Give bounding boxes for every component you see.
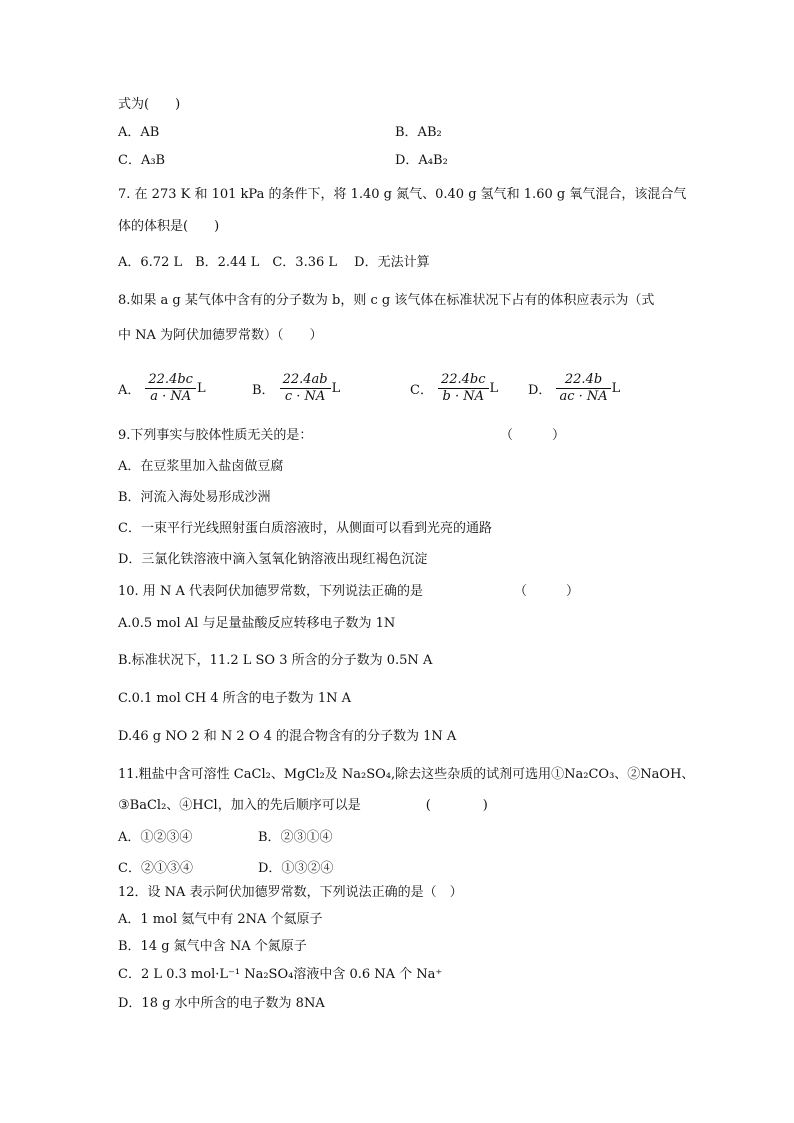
q8-stem-line1: 8.如果 a g 某气体中含有的分子数为 b，则 c g 该气体在标准状况下占有的体积应表示为（式 [118,293,655,308]
q7-options: A．6.72 L B．2.44 L C．3.36 L D．无法计算 [118,255,430,270]
q8-option-a-denominator: a · NA [150,388,192,404]
q6-option-a: A．AB [118,125,160,140]
q8-option-c-unit: L [489,380,499,396]
q12-option-a: A．1 mol 氦气中有 2NA 个氦原子 [118,912,323,927]
q8-option-d-unit: L [611,380,621,396]
q10-option-d: D.46 g NO 2 和 N 2 O 4 的混合物含有的分子数为 1N A [118,729,457,744]
q8-option-d-denominator: ac · NA [559,388,608,404]
q11-option-a: A．①②③④ [118,830,193,845]
q8-option-c [410,366,498,410]
q8-option-d-label: D． [528,382,552,398]
q11-stem-line1: 11.粗盐中含可溶性 CaCl₂、MgCl₂及 Na₂SO₄,除去这些杂质的试剂可选用①Na₂CO₃、②NaOH、 [118,767,695,782]
q11-option-c: C．②①③④ [118,861,193,876]
q6-stem-end: 式为( ) [118,97,181,112]
q10-option-c: C.0.1 mol CH 4 所含的电子数为 1N A [118,691,351,706]
q9-option-a: A．在豆浆里加入盐卤做豆腐 [118,459,284,474]
q10-option-b: B.标准状况下，11.2 L SO 3 所含的分子数为 0.5N A [118,653,433,668]
q8-option-a-unit: L [196,380,206,396]
q12-option-b: B．14 g 氮气中含 NA 个氮原子 [118,939,307,954]
q8-option-c-fraction [438,372,489,405]
q7-stem-line1: 7. 在 273 K 和 101 kPa 的条件下，将 1.40 g 氮气、0.40 g 氢气和 1.60 g 氧气混合，该混合气 [118,187,687,202]
q9-option-c: C．一束平行光线照射蛋白质溶液时，从侧面可以看到光亮的通路 [118,521,492,536]
q6-option-d: D．A₄B₂ [395,153,448,168]
q11-option-d: D．①③②④ [258,861,334,876]
q8-option-b-fraction [280,372,331,405]
q12-option-c: C．2 L 0.3 mol·L⁻¹ Na₂SO₄溶液中含 0.6 NA 个 Na⁺ [118,967,443,982]
q8-option-b-unit: L [331,380,341,396]
q8-option-a [118,366,206,410]
q12-option-d: D．18 g 水中所含的电子数为 8NA [118,996,325,1011]
q12-stem: 12．设 NA 表示阿伏加德罗常数，下列说法正确的是（ ） [118,885,463,900]
q7-stem-line2: 体的体积是( ) [118,219,220,234]
q8-option-a-fraction [145,372,196,405]
q11-option-b: B．②③①④ [258,830,333,845]
q8-option-b-denominator: c · NA [284,388,326,404]
q8-option-c-label: C． [410,382,433,398]
q8-option-c-numerator: 22.4bc [438,372,489,389]
q9-option-b: B．河流入海处易形成沙洲 [118,490,271,505]
q8-option-c-denominator: b · NA [442,388,484,404]
q8-option-d [528,366,620,410]
q8-option-b-label: B． [252,382,275,398]
q10-stem: 10. 用 N A 代表阿伏加德罗常数，下列说法正确的是 [118,584,423,599]
q8-option-b-numerator: 22.4ab [280,372,331,389]
q9-option-d: D．三氯化铁溶液中滴入氢氧化钠溶液出现红褐色沉淀 [118,552,428,567]
q10-option-a: A.0.5 mol Al 与足量盐酸反应转移电子数为 1N [118,616,396,631]
q9-answer-paren: （ ） [500,428,566,443]
q8-option-d-numerator: 22.4b [556,372,610,389]
q8-option-d-fraction [556,372,610,405]
q8-option-b [252,366,340,410]
q6-option-c: C．A₃B [118,153,166,168]
q6-option-b: B．AB₂ [395,125,442,140]
q11-stem-line2: ③BaCl₂、④HCl，加入的先后顺序可以是 ( ) [118,798,488,813]
q10-answer-paren: （ ） [514,584,580,599]
q8-option-a-label: A． [118,382,141,398]
q9-stem: 9.下列事实与胶体性质无关的是： [118,428,313,443]
q8-stem-line2: 中 NA 为阿伏加德罗常数）（ ） [118,328,323,343]
q8-option-a-numerator: 22.4bc [145,372,196,389]
